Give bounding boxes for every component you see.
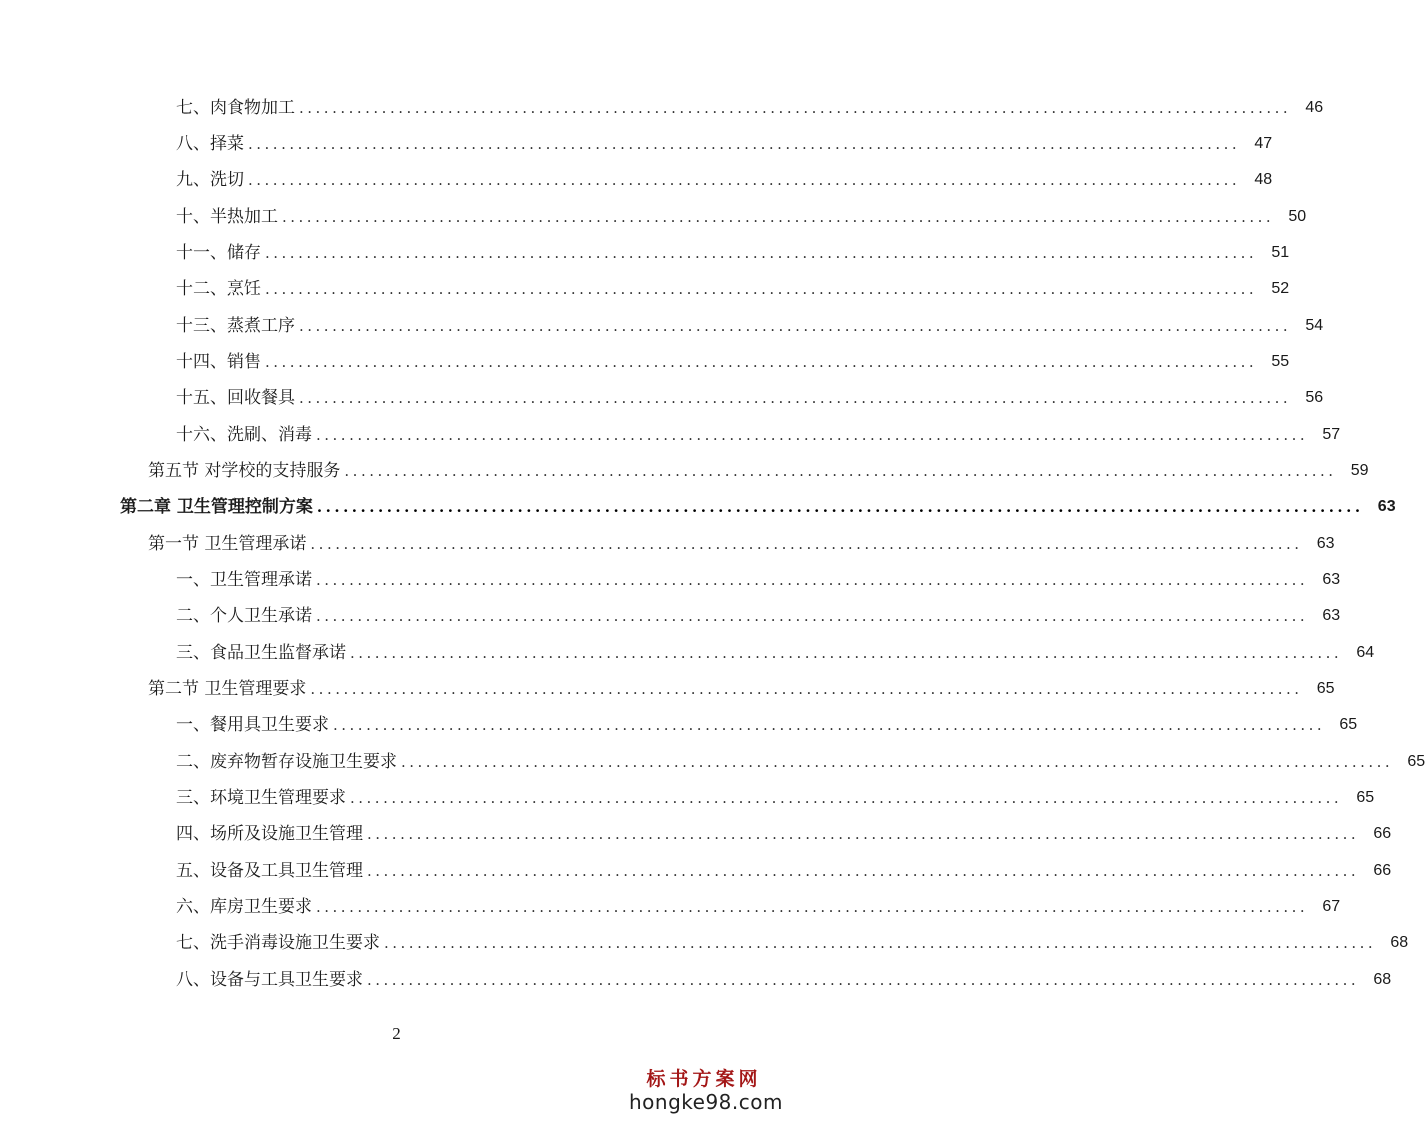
toc-entry-page: 51 <box>1271 244 1290 261</box>
dot-leader: ........................................................................................................................ <box>367 862 1360 880</box>
toc-entry[interactable] <box>0 925 1409 961</box>
toc-entry[interactable] <box>0 162 1273 198</box>
dot-leader: ........................................................................................................................ <box>333 716 1326 734</box>
toc-section-entry[interactable] <box>0 453 1369 489</box>
toc-entry-page: 46 <box>1305 99 1324 116</box>
toc-entry[interactable] <box>0 417 1341 453</box>
dot-leader: ........................................................................................................................ <box>316 571 1309 589</box>
toc-entry-page: 65 <box>1339 716 1358 733</box>
dot-leader: ........................................................................................................................ <box>310 535 1303 553</box>
dot-leader: ........................................................................................................................ <box>282 208 1275 226</box>
toc-entry-title: 七、洗手消毒设施卫生要求 <box>176 933 380 953</box>
toc-entry-title: 六、库房卫生要求 <box>176 897 312 917</box>
dot-leader: ........................................................................................................................ <box>401 753 1394 771</box>
toc-entry[interactable] <box>0 344 1290 380</box>
toc-entry-title: 八、设备与工具卫生要求 <box>176 970 363 990</box>
toc-entry-title: 第二节 卫生管理要求 <box>148 679 307 699</box>
toc-section-entry[interactable] <box>0 526 1335 562</box>
dot-leader: ........................................................................................................................ <box>316 426 1309 444</box>
toc-entry[interactable] <box>0 816 1392 852</box>
dot-leader: ........................................................................................................................ <box>316 607 1309 625</box>
toc-entry[interactable] <box>0 598 1341 634</box>
toc-entry[interactable] <box>0 126 1273 162</box>
dot-leader: ........................................................................................................................ <box>367 971 1360 989</box>
toc-entry-title: 八、择菜 <box>176 134 244 154</box>
toc-entry[interactable] <box>0 744 1425 780</box>
page-number: 2 <box>392 1024 401 1043</box>
toc-entry-page: 65 <box>1407 753 1425 770</box>
toc-entry-title: 十一、储存 <box>176 243 261 263</box>
dot-leader: ........................................................................................................................ <box>350 644 1343 662</box>
toc-entry-title: 三、食品卫生监督承诺 <box>176 643 346 663</box>
toc-entry-title: 五、设备及工具卫生管理 <box>176 861 363 881</box>
toc-entry-page: 65 <box>1316 680 1335 697</box>
toc-entry[interactable] <box>0 962 1392 998</box>
toc-entry[interactable] <box>0 707 1358 743</box>
toc-entry-page: 63 <box>1322 607 1341 624</box>
toc-entry-page: 63 <box>1377 498 1396 515</box>
toc-entry-title: 十六、洗刷、消毒 <box>176 425 312 445</box>
watermark-url: hongke98.com <box>629 1090 783 1114</box>
toc-entry-title: 一、卫生管理承诺 <box>176 570 312 590</box>
toc-entry-page: 66 <box>1373 862 1392 879</box>
toc-entry[interactable] <box>0 380 1324 416</box>
toc-entry-title: 十四、销售 <box>176 352 261 372</box>
toc-entry-page: 48 <box>1254 171 1273 188</box>
toc-entry-title: 四、场所及设施卫生管理 <box>176 824 363 844</box>
toc-entry-title: 一、餐用具卫生要求 <box>176 715 329 735</box>
toc-entry-page: 57 <box>1322 426 1341 443</box>
toc-entry[interactable] <box>0 853 1392 889</box>
toc-entry-title: 十、半热加工 <box>176 207 278 227</box>
dot-leader: ........................................................................................................................ <box>265 280 1258 298</box>
toc-entry-page: 68 <box>1390 934 1409 951</box>
dot-leader: ........................................................................................................................ <box>248 171 1241 189</box>
dot-leader: ........................................................................................................................ <box>367 825 1360 843</box>
toc-entry[interactable] <box>0 635 1375 671</box>
toc-entry[interactable] <box>0 780 1375 816</box>
watermark-brand-cn: 标书方案网 <box>646 1068 762 1090</box>
toc-entry-title: 第五节 对学校的支持服务 <box>148 461 341 481</box>
dot-leader: ........................................................................................................................ <box>299 99 1292 117</box>
toc-entry-title: 二、废弃物暂存设施卫生要求 <box>176 752 397 772</box>
toc-entry-page: 68 <box>1373 971 1392 988</box>
dot-leader: ........................................................................................................................ <box>384 934 1377 952</box>
toc-entry-page: 63 <box>1322 571 1341 588</box>
toc-section-entry[interactable] <box>0 671 1335 707</box>
site-watermark <box>629 1068 783 1114</box>
toc-entry-title: 第一节 卫生管理承诺 <box>148 534 307 554</box>
toc-entry[interactable] <box>0 562 1341 598</box>
toc-entry-page: 50 <box>1288 208 1307 225</box>
toc-entry-title: 三、环境卫生管理要求 <box>176 788 346 808</box>
dot-leader: ........................................................................................................................ <box>316 898 1309 916</box>
toc-entry-page: 55 <box>1271 353 1290 370</box>
toc-entry-page: 56 <box>1305 389 1324 406</box>
toc-entry-title: 七、肉食物加工 <box>176 98 295 118</box>
toc-entry-page: 54 <box>1305 317 1324 334</box>
dot-leader: ........................................................................................................................ <box>344 462 1337 480</box>
dot-leader: ........................................................................................................................ <box>350 789 1343 807</box>
dot-leader: ........................................................................................................................ <box>310 680 1303 698</box>
toc-entry[interactable] <box>0 235 1290 271</box>
toc-entry-page: 59 <box>1350 462 1369 479</box>
dot-leader: ........................................................................................................................ <box>265 244 1258 262</box>
toc-entry-page: 66 <box>1373 825 1392 842</box>
toc-entry-title: 十五、回收餐具 <box>176 388 295 408</box>
toc-entry-title: 第二章 卫生管理控制方案 <box>120 497 313 517</box>
toc-entry-page: 63 <box>1316 535 1335 552</box>
toc-entry[interactable] <box>0 308 1324 344</box>
dot-leader: ........................................................................................................................ <box>316 498 1364 516</box>
toc-entry-page: 47 <box>1254 135 1273 152</box>
dot-leader: ........................................................................................................................ <box>265 353 1258 371</box>
toc-entry-title: 十二、烹饪 <box>176 279 261 299</box>
dot-leader: ........................................................................................................................ <box>299 389 1292 407</box>
dot-leader: ........................................................................................................................ <box>248 135 1241 153</box>
toc-chapter-entry[interactable] <box>0 489 1396 525</box>
toc-entry-page: 52 <box>1271 280 1290 297</box>
toc-entry-title: 二、个人卫生承诺 <box>176 606 312 626</box>
toc-entry-page: 64 <box>1356 644 1375 661</box>
dot-leader: ........................................................................................................................ <box>299 317 1292 335</box>
toc-entry[interactable] <box>0 199 1307 235</box>
toc-entry-page: 65 <box>1356 789 1375 806</box>
toc-entry-title: 九、洗切 <box>176 170 244 190</box>
toc-entry-title: 十三、蒸煮工序 <box>176 316 295 336</box>
toc-entry-page: 67 <box>1322 898 1341 915</box>
toc-entry[interactable] <box>0 90 1324 126</box>
toc-entry[interactable] <box>0 271 1290 307</box>
toc-entry[interactable] <box>0 889 1341 925</box>
